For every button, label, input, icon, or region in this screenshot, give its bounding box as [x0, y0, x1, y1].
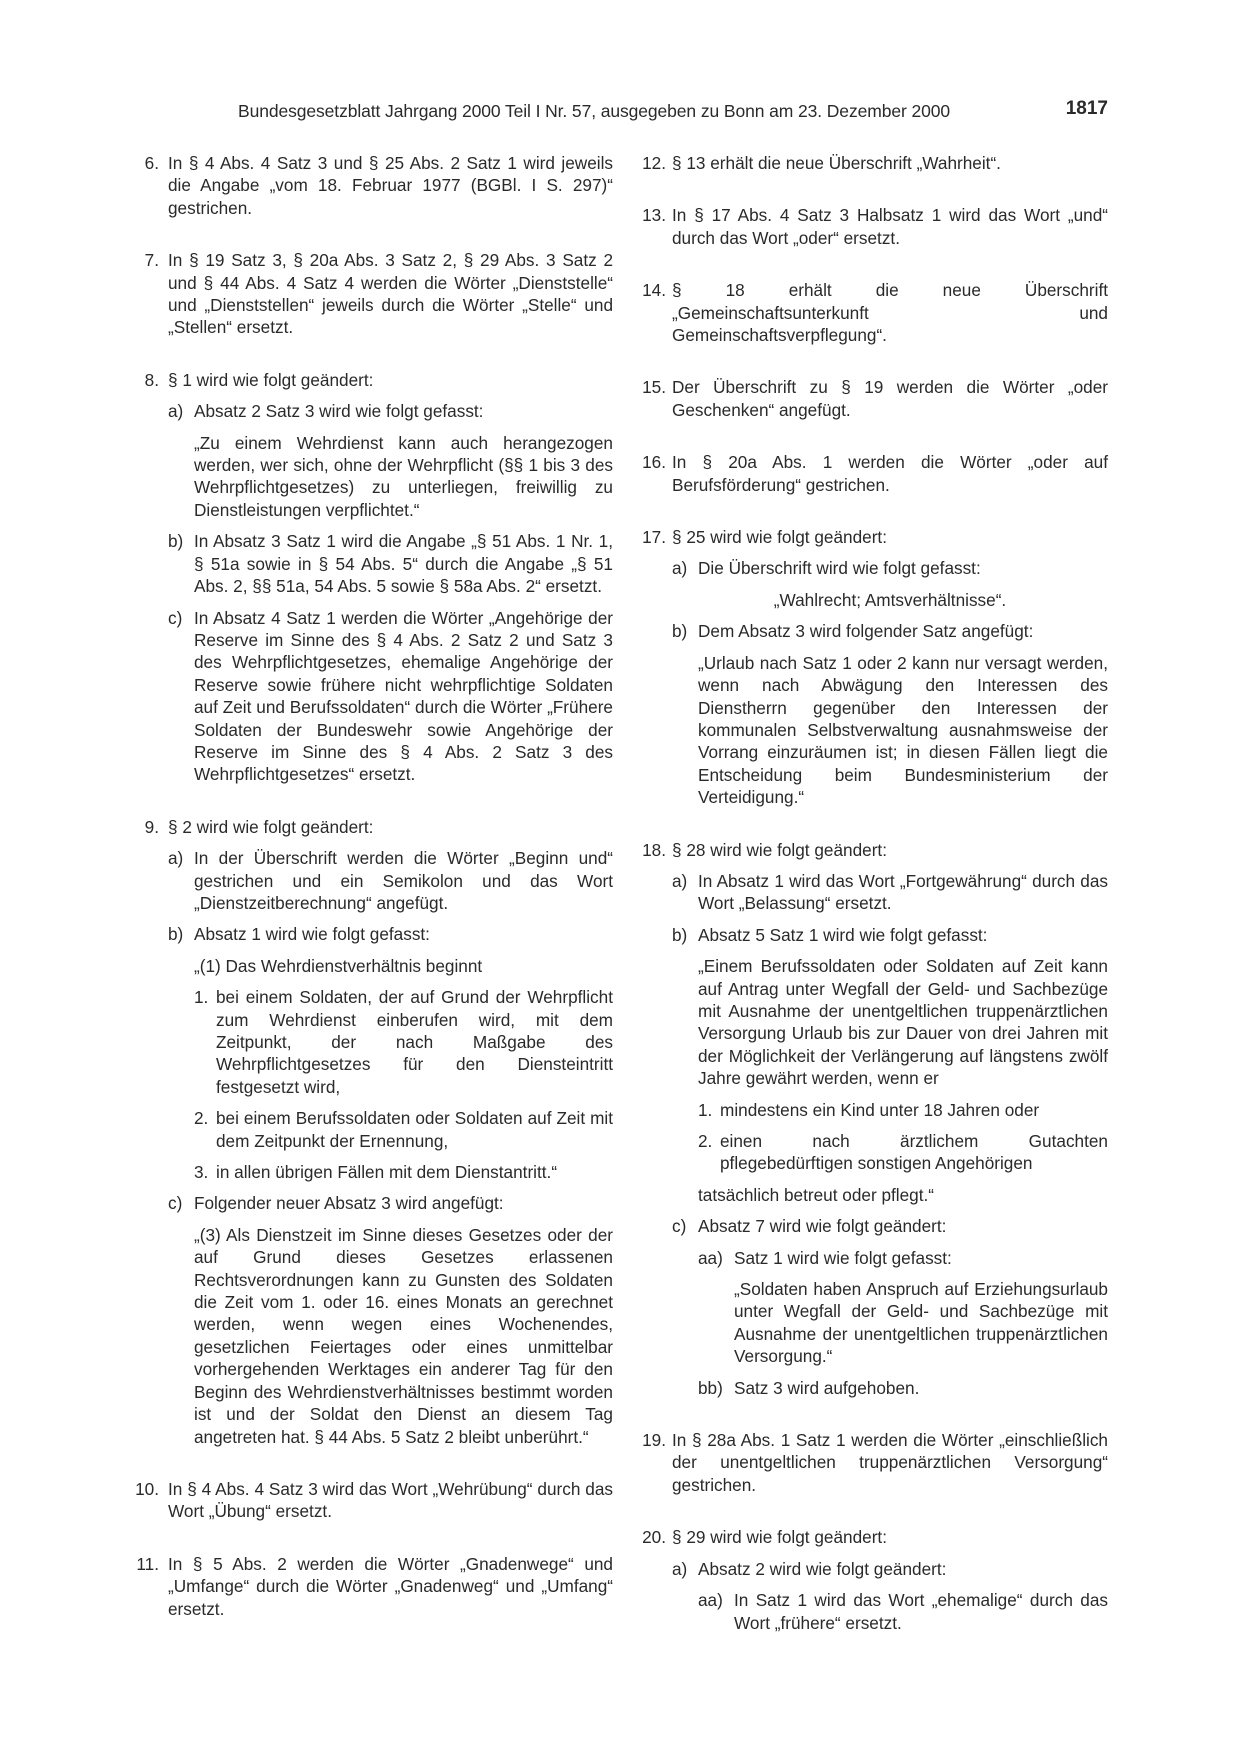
subitem-label: c) [168, 607, 183, 628]
item-9 [128, 816, 613, 1448]
subitem-a [168, 400, 613, 521]
item-text: § 18 erhält die neue Überschrift „Gemeinschaftsunterkunft und Gemeinschaftsverpflegung“. [672, 280, 1108, 346]
subitem-text: Folgender neuer Absatz 3 wird angefügt: [194, 1193, 504, 1214]
subitem-aa [698, 1247, 1108, 1368]
item-number: 19. [642, 1430, 666, 1451]
page-header [238, 98, 1108, 124]
subitem-aa [698, 1589, 1108, 1634]
item-18 [630, 839, 1108, 1400]
item-12 [630, 152, 1108, 174]
item-text: § 1 wird wie folgt geändert: [168, 369, 374, 390]
left-column [128, 152, 613, 1620]
item-number: 15. [642, 377, 666, 398]
quote-block [698, 955, 1108, 1206]
item-text: § 28 wird wie folgt geändert: [672, 839, 887, 860]
item-number: 16. [642, 452, 666, 473]
item-19 [630, 1429, 1108, 1496]
subitem-label: b) [672, 621, 688, 642]
item-text: In § 17 Abs. 4 Satz 3 Halbsatz 1 wird das Wort „und“ durch das Wort „oder“ ersetzt. [672, 205, 1108, 248]
enum-label: 2. [194, 1108, 209, 1129]
item-number: 10. [135, 1478, 159, 1499]
subitem-text: Satz 3 wird aufgehoben. [734, 1377, 920, 1398]
item-number: 9. [144, 816, 159, 837]
item-text: In § 20a Abs. 1 werden die Wörter „oder auf Berufsförderung“ gestrichen. [672, 452, 1108, 495]
subitem-c [168, 1192, 613, 1447]
subitem-label: a) [672, 1558, 688, 1579]
item-8 [128, 369, 613, 786]
enum-label: 2. [698, 1131, 713, 1151]
subitem-a [672, 557, 1108, 611]
subitem-label: a) [672, 558, 688, 579]
subitem-text: In Absatz 1 wird das Wort „Fortgewährung“ durch das Wort „Belassung“ ersetzt. [698, 870, 1108, 914]
item-text: § 29 wird wie folgt geändert: [672, 1527, 887, 1548]
subitem-label: a) [168, 848, 184, 869]
subitem-text: In der Überschrift werden die Wörter „Beginn und“ gestrichen und ein Semikolon und das Wort „Dienstzeitberechnung“ angefügt. [194, 848, 613, 913]
quoted-text: „(1) Das Wehrdienstverhältnis beginnt [194, 955, 483, 976]
item-10 [128, 1478, 613, 1523]
subitem-text: In Absatz 4 Satz 1 werden die Wörter „Angehörige der Reserve im Sinne des § 4 Abs. 2 Satz 2 und Satz 3 des Wehrpflichtgesetzes, ehemalige Angehörige der Reserve sowie frühere nicht wehrpflichtige Soldaten auf Zeit und Berufssoldaten“ durch die Wörter „Frühere Soldaten der Bundeswehr sowie Angehörige der Reserve im Sinne des § 4 Abs. 2 Satz 3 des Wehrpflichtgesetzes“ ersetzt. [194, 607, 613, 785]
enum-item-2 [698, 1130, 1108, 1175]
enum-text: bei einem Berufssoldaten oder Soldaten auf Zeit mit dem Zeitpunkt der Ernennung, [216, 1108, 613, 1151]
subitem-label: b) [168, 924, 184, 945]
enum-label: 1. [194, 987, 209, 1008]
subitem-text: Satz 1 wird wie folgt gefasst: [734, 1247, 952, 1268]
item-text: In § 5 Abs. 2 werden die Wörter „Gnadenwege“ und „Umfange“ durch die Wörter „Gnadenweg“ und „Umfang“ ersetzt. [168, 1553, 613, 1619]
subitem-label: b) [168, 531, 184, 552]
subitem-label: b) [672, 924, 688, 945]
quoted-text: „(3) Als Dienstzeit im Sinne dieses Gesetzes oder der auf Grund dieses Gesetzes erlassenen Rechtsverordnungen kann zu Gunsten des Soldaten die Zeit vom 1. oder 16. eines Monats an gerechnet werden, wenn wegen eines Wochenendes, gesetzlichen Feiertages oder eines unmittelbar vorhergehenden Werktages ein anderer Tag für den Beginn des Wehrdienstverhältnisses bestimmt worden ist und der Soldat den Dienst an diesem Tag angetreten hat. § 44 Abs. 5 Satz 2 bleibt unberührt.“ [194, 1224, 613, 1447]
item-number: 13. [642, 205, 666, 226]
subitem-text: Absatz 2 wird wie folgt geändert: [698, 1558, 947, 1579]
item-text: Der Überschrift zu § 19 werden die Wörter „oder Geschenken“ angefügt. [672, 377, 1108, 420]
item-text: § 25 wird wie folgt geändert: [672, 527, 887, 548]
item-number: 12. [642, 153, 666, 173]
item-20 [630, 1526, 1108, 1634]
subitem-text: Absatz 2 Satz 3 wird wie folgt gefasst: [194, 401, 484, 422]
subitem-text: In Satz 1 wird das Wort „ehemalige“ durch das Wort „frühere“ ersetzt. [734, 1590, 1108, 1633]
enum-text: bei einem Soldaten, der auf Grund der Wehrpflicht zum Wehrdienst einberufen wird, mit dem Zeitpunkt, der nach Maßgabe des Wehrpflichtgesetzes für den Diensteintritt festgesetzt wird, [216, 987, 613, 1097]
subitem-text: Absatz 5 Satz 1 wird wie folgt gefasst: [698, 924, 988, 945]
quoted-text-tail: tatsächlich betreut oder pflegt.“ [698, 1184, 934, 1205]
subitem-b [672, 924, 1108, 1206]
quoted-text: „Zu einem Wehrdienst kann auch herangezogen werden, wer sich, ohne der Wehrpflicht (§§ 1 bis 3 des Wehrpflichtgesetzes) zu unterliegen, freiwillig zu Dienstleistungen verpflichtet.“ [194, 432, 613, 520]
enum-item-1 [698, 1099, 1108, 1121]
page-number: 1817 [1065, 98, 1108, 119]
subitem-a [168, 847, 613, 914]
item-14 [630, 279, 1108, 346]
enum-text: in allen übrigen Fällen mit dem Dienstantritt.“ [216, 1162, 558, 1183]
subitem-c [672, 1215, 1108, 1399]
item-15 [630, 376, 1108, 421]
subitem-c [168, 607, 613, 786]
item-number: 17. [642, 527, 666, 548]
subitem-text: Die Überschrift wird wie folgt gefasst: [698, 558, 981, 579]
subitem-text: Dem Absatz 3 wird folgender Satz angefügt: [698, 621, 1034, 642]
quoted-text: „Wahlrecht; Amtsverhältnisse“. [773, 589, 1007, 610]
subitem-label: aa) [698, 1247, 723, 1268]
subitem-label: c) [672, 1216, 687, 1237]
subitem-b [672, 620, 1108, 808]
running-header: Bundesgesetzblatt Jahrgang 2000 Teil I Nr. 57, ausgegeben zu Bonn am 23. Dezember 2000 [238, 101, 950, 121]
item-number: 20. [642, 1527, 666, 1548]
subitem-text: Absatz 1 wird wie folgt gefasst: [194, 924, 430, 945]
item-text: In § 4 Abs. 4 Satz 3 wird das Wort „Wehrübung“ durch das Wort „Übung“ ersetzt. [168, 1478, 613, 1522]
item-6 [128, 152, 613, 219]
subitem-bb [698, 1377, 1108, 1399]
subitem-label: a) [672, 870, 688, 891]
item-7 [128, 249, 613, 339]
subitem-label: a) [168, 401, 184, 422]
enum-text: mindestens ein Kind unter 18 Jahren oder [720, 1099, 1040, 1120]
item-number: 11. [136, 1553, 159, 1574]
subitem-label: c) [168, 1193, 183, 1214]
item-text: In § 28a Abs. 1 Satz 1 werden die Wörter „einschließlich der unentgeltlichen truppenärztlichen Versorgung“ gestrichen. [672, 1430, 1108, 1495]
subitem-a [672, 870, 1108, 915]
item-text: In § 19 Satz 3, § 20a Abs. 3 Satz 2, § 29 Abs. 3 Satz 2 und § 44 Abs. 4 Satz 4 werden die Wörter „Dienststelle“ und „Dienststellen“ jeweils durch die Wörter „Stelle“ und „Stellen“ ersetzt. [168, 250, 613, 338]
enum-label: 3. [194, 1162, 209, 1183]
subitem-label: aa) [698, 1590, 723, 1611]
item-text: In § 4 Abs. 4 Satz 3 und § 25 Abs. 2 Satz 1 wird jeweils die Angabe „vom 18. Februar 1977 (BGBl. I S. 297)“ gestrichen. [168, 153, 613, 218]
subitem-b [168, 530, 613, 597]
item-16 [630, 451, 1108, 496]
item-number: 18. [642, 839, 666, 860]
item-number: 7. [144, 250, 159, 271]
item-11 [128, 1553, 613, 1620]
enum-item-1 [194, 986, 613, 1098]
item-number: 14. [642, 280, 666, 301]
subitem-text: In Absatz 3 Satz 1 wird die Angabe „§ 51 Abs. 1 Nr. 1, § 51a sowie in § 54 Abs. 5“ durch die Angabe „§ 51 Abs. 2, §§ 51a, 54 Abs. 5 sowie § 58a Abs. 2“ ersetzt. [194, 531, 613, 597]
enum-text: einen nach ärztlichem Gutachten pflegebedürftigen sonstigen Angehörigen [720, 1131, 1108, 1174]
item-13 [630, 204, 1108, 249]
enum-label: 1. [698, 1099, 713, 1120]
item-17 [630, 526, 1108, 808]
quoted-text: „Einem Berufssoldaten oder Soldaten auf Zeit kann auf Antrag unter Wegfall der Geld- und Sachbezüge mit Ausnahme der unentgeltlichen truppenärztlichen Versorgung Urlaub bis zur Dauer von drei Jahren mit der Möglichkeit der Verlängerung auf längstens zwölf Jahre gewährt werden, wenn er [698, 956, 1108, 1089]
item-number: 6. [144, 153, 159, 173]
enum-item-2 [194, 1107, 613, 1152]
subitem-a [672, 1558, 1108, 1634]
right-column [630, 152, 1108, 1634]
item-text: § 2 wird wie folgt geändert: [168, 816, 374, 837]
item-text: § 13 erhält die neue Überschrift „Wahrheit“. [672, 153, 1001, 173]
subitem-b [168, 923, 613, 1183]
subitem-text: Absatz 7 wird wie folgt geändert: [698, 1216, 947, 1237]
enum-item-3 [194, 1161, 613, 1183]
item-number: 8. [144, 369, 159, 390]
quoted-text: „Soldaten haben Anspruch auf Erziehungsurlaub unter Wegfall der Geld- und Sachbezüge mit Ausnahme der unentgeltlichen truppenärztlichen Versorgung.“ [734, 1279, 1108, 1367]
quoted-text: „Urlaub nach Satz 1 oder 2 kann nur versagt werden, wenn nach Abwägung den Interessen des Dienstherrn gegenüber den Interessen der kommunalen Selbstverwaltung ausnahmsweise der Vorrang einzuräumen ist; in diesen Fällen liegt die Entscheidung beim Bundesministerium der Verteidigung.“ [698, 652, 1108, 808]
subitem-label: bb) [698, 1377, 723, 1398]
